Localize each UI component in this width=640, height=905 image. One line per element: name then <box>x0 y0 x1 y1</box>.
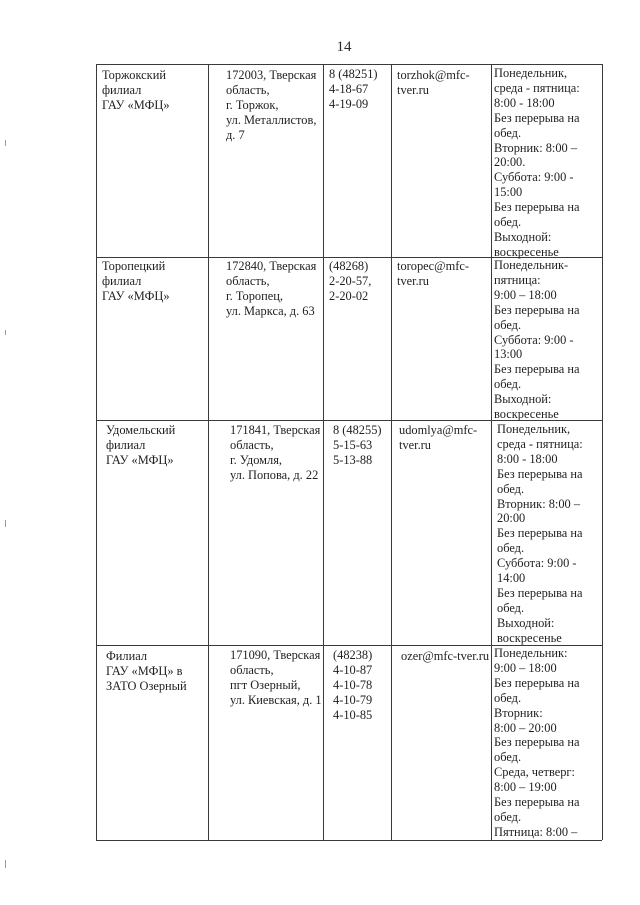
schedule-line: Без перерыва на <box>494 362 580 377</box>
address-line: г. Удомля, <box>230 452 282 467</box>
schedule-line: Без перерыва на <box>497 466 583 481</box>
phone-line: (48238) <box>333 648 373 662</box>
schedule-line: 20:00. <box>494 155 526 170</box>
schedule-line: 9:00 – 18:00 <box>494 287 557 302</box>
schedule-line: Выходной: <box>494 229 552 244</box>
cell-schedule <box>497 422 583 646</box>
phone-line: 4-10-78 <box>333 677 373 692</box>
address-line: г. Торопец, <box>226 288 283 303</box>
schedule-line: воскресенье <box>494 244 559 259</box>
cell-name <box>106 649 187 694</box>
schedule-line: Понедельник, <box>494 66 568 80</box>
phone-line: 4-10-85 <box>333 707 373 722</box>
address-line: область, <box>230 437 274 452</box>
schedule-line: Без перерыва на <box>497 585 583 600</box>
cell-email[interactable] <box>401 649 489 664</box>
phone-line: 2-20-02 <box>329 288 369 303</box>
cell-address <box>226 259 316 319</box>
name-line: ГАУ «МФЦ» <box>102 288 170 303</box>
cell-name <box>106 423 175 468</box>
schedule-line: Пятница: 8:00 – <box>494 824 578 839</box>
address-line: пгт Озерный, <box>230 677 301 692</box>
name-line: Удомельский <box>106 423 176 437</box>
schedule-line: Суббота: 9:00 - <box>497 556 577 571</box>
schedule-line: Вторник: 8:00 – <box>494 140 578 155</box>
name-line: филиал <box>102 82 142 97</box>
email-line: ozer@mfc-tver.ru <box>401 649 490 663</box>
schedule-line: Суббота: 9:00 - <box>494 332 574 347</box>
schedule-line: обед. <box>497 600 525 615</box>
address-line: д. 7 <box>226 127 245 142</box>
name-line: Торопецкий <box>102 259 166 273</box>
address-line: ул. Маркса, д. 63 <box>226 303 315 318</box>
schedule-line: воскресенье <box>494 407 559 422</box>
phone-line: 4-18-67 <box>329 81 369 96</box>
address-line: 171841, Тверская <box>230 423 321 437</box>
address-line: 172840, Тверская <box>226 259 317 273</box>
name-line: филиал <box>102 273 142 288</box>
phone-line: 5-13-88 <box>333 452 373 467</box>
email-line: tver.ru <box>399 437 431 452</box>
name-line: ГАУ «МФЦ» <box>106 452 174 467</box>
cell-schedule <box>494 646 580 840</box>
schedule-line: Без перерыва на <box>494 302 580 317</box>
address-line: ул. Киевская, д. 1 <box>230 692 322 707</box>
schedule-line: Суббота: 9:00 - <box>494 170 574 185</box>
table-column-rule <box>208 64 209 840</box>
table-column-rule <box>391 64 392 840</box>
schedule-line: обед. <box>494 690 522 705</box>
schedule-line: обед. <box>497 481 525 496</box>
schedule-line: 8:00 – 19:00 <box>494 780 557 795</box>
schedule-line: Без перерыва на <box>494 110 580 125</box>
page-number: 14 <box>336 39 352 55</box>
cell-email[interactable] <box>397 68 470 98</box>
cell-address <box>230 648 322 708</box>
phone-line: 8 (48251) <box>329 67 378 81</box>
schedule-line: обед. <box>494 215 522 230</box>
name-line: ГАУ «МФЦ» в <box>106 663 183 678</box>
schedule-line: Вторник: <box>494 705 543 720</box>
schedule-line: 8:00 – 20:00 <box>494 720 557 735</box>
phone-line: 4-10-79 <box>333 692 373 707</box>
cell-phone <box>333 423 382 468</box>
schedule-line: среда - пятница: <box>497 436 583 451</box>
address-line: г. Торжок, <box>226 97 279 112</box>
schedule-line: 15:00 <box>494 185 523 200</box>
phone-line: 8 (48255) <box>333 423 382 437</box>
cell-phone <box>329 259 371 304</box>
schedule-line: Среда, четверг: <box>494 765 575 780</box>
schedule-line: 20:00 <box>497 511 526 526</box>
schedule-line: Выходной: <box>494 392 552 407</box>
schedule-line: обед. <box>494 809 522 824</box>
phone-line: 4-10-87 <box>333 662 373 677</box>
schedule-line: Выходной: <box>497 615 555 630</box>
schedule-line: Без перерыва на <box>497 526 583 541</box>
address-line: ул. Металлистов, <box>226 112 317 127</box>
scan-mark <box>5 330 6 335</box>
cell-schedule <box>494 258 580 422</box>
schedule-line: Без перерыва на <box>494 795 580 810</box>
table-column-rule <box>96 64 97 840</box>
name-line: Филиал <box>106 649 148 663</box>
address-line: ул. Попова, д. 22 <box>230 467 319 482</box>
cell-email[interactable] <box>397 259 469 289</box>
email-line: toropec@mfc- <box>397 259 469 273</box>
cell-phone <box>329 67 378 112</box>
address-line: область, <box>226 82 270 97</box>
name-line: Торжокский <box>102 68 166 82</box>
cell-address <box>226 68 316 143</box>
schedule-line: обед. <box>494 317 522 332</box>
schedule-line: пятница: <box>494 272 541 287</box>
email-line: torzhok@mfc- <box>397 68 470 82</box>
schedule-line: Понедельник: <box>494 646 568 660</box>
scan-mark <box>5 140 6 146</box>
schedule-line: Понедельник, <box>497 422 571 436</box>
address-line: область, <box>230 662 274 677</box>
schedule-line: 8:00 - 18:00 <box>494 95 555 110</box>
email-line: udomlya@mfc- <box>399 423 478 437</box>
cell-name <box>102 68 170 113</box>
table-column-rule <box>323 64 324 840</box>
schedule-line: 14:00 <box>497 571 526 586</box>
schedule-line: обед. <box>497 541 525 556</box>
cell-email[interactable] <box>399 423 477 453</box>
schedule-line: Без перерыва на <box>494 675 580 690</box>
cell-phone <box>333 648 372 723</box>
scan-mark <box>5 860 6 868</box>
schedule-line: Вторник: 8:00 – <box>497 496 581 511</box>
name-line: ГАУ «МФЦ» <box>102 97 170 112</box>
name-line: филиал <box>106 437 146 452</box>
email-line: tver.ru <box>397 82 429 97</box>
cell-schedule <box>494 66 580 260</box>
schedule-line: обед. <box>494 750 522 765</box>
phone-line: 2-20-57, <box>329 273 372 288</box>
scan-mark <box>5 520 6 527</box>
schedule-line: 8:00 - 18:00 <box>497 451 558 466</box>
address-line: 172003, Тверская <box>226 68 317 82</box>
schedule-line: Без перерыва на <box>494 735 580 750</box>
phone-line: 5-15-63 <box>333 437 373 452</box>
address-line: 171090, Тверская <box>230 648 321 662</box>
name-line: ЗАТО Озерный <box>106 678 187 693</box>
address-line: область, <box>226 273 270 288</box>
cell-name <box>102 259 170 304</box>
schedule-line: воскресенье <box>497 630 562 645</box>
schedule-line: обед. <box>494 377 522 392</box>
branch-contacts-table <box>96 64 602 840</box>
schedule-line: среда - пятница: <box>494 80 580 95</box>
table-rule <box>96 64 602 65</box>
schedule-line: обед. <box>494 125 522 140</box>
phone-line: (48268) <box>329 259 369 273</box>
schedule-line: 9:00 – 18:00 <box>494 660 557 675</box>
schedule-line: Понедельник- <box>494 258 569 272</box>
schedule-line: Без перерыва на <box>494 200 580 215</box>
table-rule <box>96 840 602 841</box>
table-column-rule <box>602 64 603 840</box>
table-column-rule <box>491 64 492 840</box>
cell-address <box>230 423 320 483</box>
email-line: tver.ru <box>397 273 429 288</box>
phone-line: 4-19-09 <box>329 96 369 111</box>
schedule-line: 13:00 <box>494 347 523 362</box>
